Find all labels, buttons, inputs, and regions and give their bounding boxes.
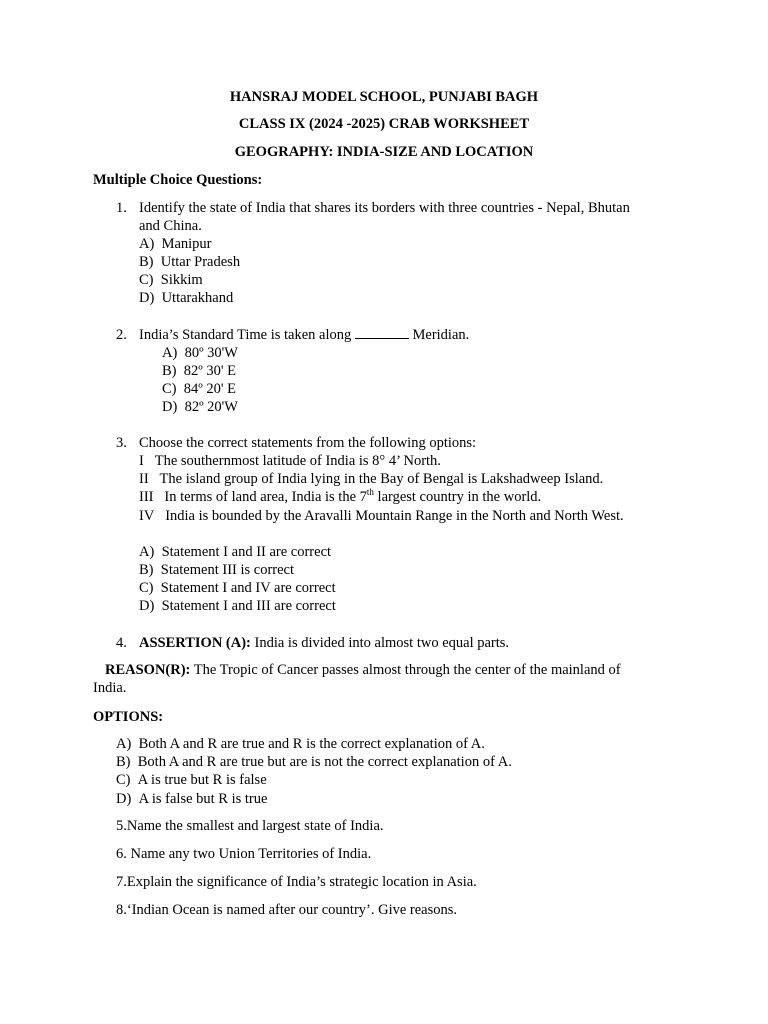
q4-assertion: ASSERTION (A): India is divided into almost two equal parts. bbox=[139, 635, 510, 651]
q4-number: 4. bbox=[116, 635, 127, 651]
q3-option-b: B) Statement III is correct bbox=[139, 562, 295, 578]
subject-title: GEOGRAPHY: INDIA-SIZE AND LOCATION bbox=[234, 144, 534, 160]
q4-option-b: B) Both A and R are true but are is not the correct explanation of A. bbox=[116, 754, 512, 770]
q2-option-b: B) 82º 30' E bbox=[162, 363, 236, 379]
school-name: HANSRAJ MODEL SCHOOL, PUNJABI BAGH bbox=[229, 89, 539, 105]
q1-text-line1: Identify the state of India that shares its borders with three countries - Nepal, Bhutan bbox=[139, 200, 630, 216]
q1-option-d: D) Uttarakhand bbox=[139, 290, 234, 306]
q2-option-d: D) 82º 20'W bbox=[162, 399, 238, 415]
q4-option-c: C) A is true but R is false bbox=[116, 772, 267, 788]
q1-option-a: A) Manipur bbox=[139, 236, 212, 252]
q7-text: 7.Explain the significance of India’s strategic location in Asia. bbox=[116, 874, 477, 890]
q1-option-c: C) Sikkim bbox=[139, 272, 203, 288]
q4-option-a: A) Both A and R are true and R is the correct explanation of A. bbox=[116, 736, 485, 752]
q3-statement-3: III In terms of land area, India is the 7th largest country in the world. bbox=[139, 487, 542, 505]
q3-option-c: C) Statement I and IV are correct bbox=[139, 580, 336, 596]
q3-option-d: D) Statement I and III are correct bbox=[139, 598, 336, 614]
q2-option-a: A) 80º 30'W bbox=[162, 345, 238, 361]
q3-text: Choose the correct statements from the following options: bbox=[139, 435, 477, 451]
q1-option-b: B) Uttar Pradesh bbox=[139, 254, 241, 270]
answer-blank bbox=[355, 326, 409, 339]
q5-text: 5.Name the smallest and largest state of India. bbox=[116, 818, 384, 834]
q3-option-a: A) Statement I and II are correct bbox=[139, 544, 332, 560]
section-heading-mcq: Multiple Choice Questions: bbox=[93, 172, 263, 188]
q4-reason-line2: India. bbox=[93, 680, 127, 696]
q3-number: 3. bbox=[116, 435, 127, 451]
q1-text-line2: and China. bbox=[139, 218, 202, 234]
q3-statement-1: I The southernmost latitude of India is 8° 4’ North. bbox=[139, 453, 441, 469]
q3-statement-2: II The island group of India lying in the Bay of Bengal is Lakshadweep Island. bbox=[139, 471, 604, 487]
q4-option-d: D) A is false but R is true bbox=[116, 791, 268, 807]
q8-text: 8.‘Indian Ocean is named after our country’. Give reasons. bbox=[116, 902, 458, 918]
q3-statement-4: IV India is bounded by the Aravalli Mountain Range in the North and North West. bbox=[139, 508, 624, 524]
q4-reason: REASON(R): The Tropic of Cancer passes almost through the center of the mainland of bbox=[105, 662, 621, 678]
q2-text: India’s Standard Time is taken along Meridian. bbox=[139, 327, 470, 343]
class-title: CLASS IX (2024 -2025) CRAB WORKSHEET bbox=[238, 116, 530, 132]
q2-number: 2. bbox=[116, 327, 127, 343]
q2-option-c: C) 84º 20' E bbox=[162, 381, 236, 397]
q4-options-heading: OPTIONS: bbox=[93, 709, 164, 725]
q6-text: 6. Name any two Union Territories of India. bbox=[116, 846, 372, 862]
q1-number: 1. bbox=[116, 200, 127, 216]
